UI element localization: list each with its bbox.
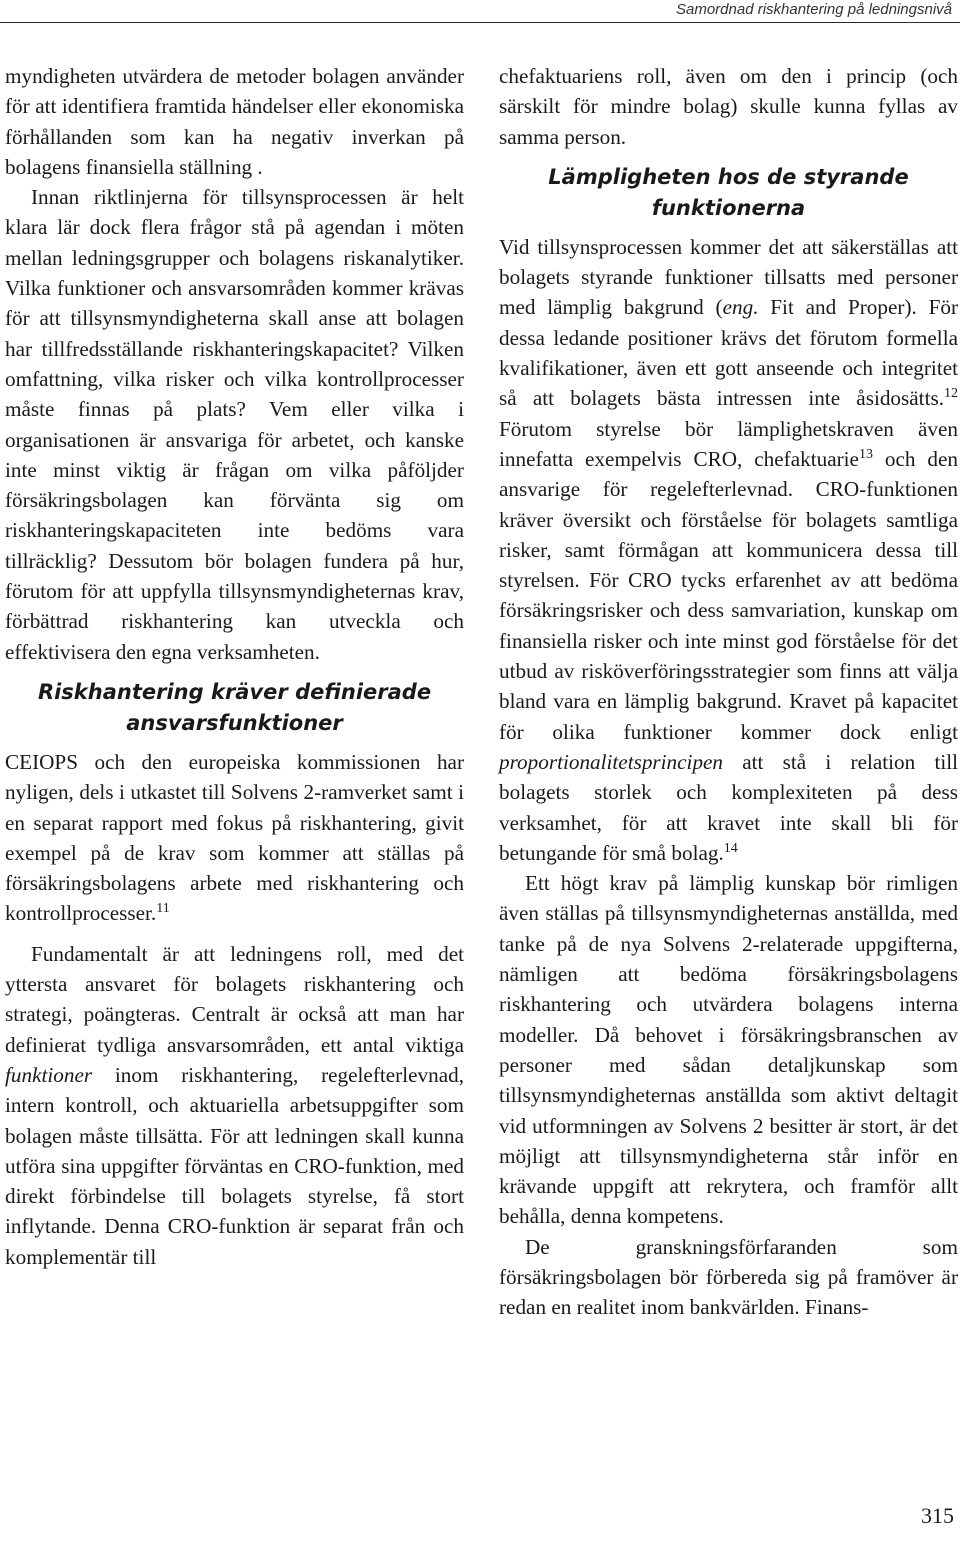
page-number: 315 <box>921 1503 954 1528</box>
footnote-ref-14: 14 <box>723 840 738 856</box>
footnote-ref-13: 13 <box>858 446 873 462</box>
running-header <box>0 0 960 23</box>
paragraph-continuation: myndigheten utvärdera de metoder bolagen använder för att identifiera framtida händelser eller ekonomiska förhållanden som kan ha negativ inverkan på bolagens finansiella ställning . <box>5 64 464 179</box>
emphasis-eng: eng. <box>722 295 759 320</box>
text-segment: Vid tillsynsprocessen kommer det att säkerställas att bolagets styrande funktioner tillsatts med personer med lämplig bakgrund ( <box>499 234 958 320</box>
paragraph-fundamentals-text-b: inom riskhantering, regelefterlevnad, intern kontroll, och aktuariella arbetsuppgifter som bolagen måste tillsätta. För att ledningen skall kunna utföra sina uppgifter förväntas en CRO-funktion, med direkt förbindelse till bolagets styrelse, få stort inflytande. Denna CRO-funktion är separat från och komplementär till <box>5 1062 464 1269</box>
right-column <box>499 61 958 1323</box>
paragraph-supervisory-staff: Ett högt krav på lämplig kunskap bör rimligen även ställas på tillsynsmyndigheternas anställda, med tanke på de nya Solvens 2-relaterade uppgifterna, nämligen att bedöma försäkringsbolagens riskhantering och utvärdera bolagens interna modeller. Då behovet i försäkringsbranschen av personer med sådan detaljkunskap som tillsynsmyndigheternas anställda som aktivt deltagit vid utformningen av Solvens 2 besitter är stort, är det möjligt att tillsynsmyndigheterna står inför en krävande uppgift att rekrytera, och framför allt behålla, denna kompetens. <box>499 871 958 1229</box>
heading-line-2: ansvarsfunktioner <box>126 710 343 735</box>
text-segment: och den ansvarige för regelefterlevnad. CRO-funktionen kräver översikt och förståelse för bolagets samtliga risker, samt förmågan att kommunicera dessa till styrelsen. För CRO tycks erfarenhet av att bedöma försäkringsrisker och dess samvariation, kunskap om finansiella risker och inte minst god förståelse för det utbud av risköverföringsstrategier som finns att välja bland vara en lämplig bakgrund. Kravet på kapacitet för olika funktioner kommer dock enligt <box>499 446 958 744</box>
emphasis-proportionality: proportionalitetsprincipen <box>499 749 724 774</box>
footnote-ref-11: 11 <box>156 901 170 917</box>
heading-line-1: Riskhantering kräver definierade <box>37 679 432 704</box>
emphasis-funktioner: funktioner <box>5 1062 93 1087</box>
left-column <box>5 61 464 1272</box>
heading-line-1: Lämpligheten hos de styrande <box>548 164 909 189</box>
paragraph-fit-proper <box>499 232 958 868</box>
text-segment: Fit and Proper). För dessa ledande positioner krävs det förutom formella kvalifikationer, även ett gott anseende och integritet så att bolagets bästa intressen inte åsidosätts. <box>499 295 959 411</box>
section-heading-fit-proper <box>499 162 958 224</box>
section-heading-responsibilities <box>5 677 464 739</box>
paragraph-review-procedures: De granskningsförfaranden som försäkringsbolagen bör förbereda sig på framöver är redan en realitet inom bankvärlden. Finans- <box>499 1234 958 1320</box>
running-title: Samordnad riskhantering på ledningsnivå <box>675 1 952 18</box>
paragraph-ceiops-text: CEIOPS och den europeiska kommissionen har nyligen, dels i utkastet till Solvens 2-ramverket samt i en separat rapport med fokus på riskhantering, givit exempel på de krav som kommer att ställas på försäkringsbolagens arbete med riskhantering och kontrollprocesser. <box>5 749 464 926</box>
paragraph-fundamentals-text-a: Fundamentalt är att ledningens roll, med det yttersta ansvaret för bolagets riskhantering och strategi, poängteras. Centralt är också att man har definierat tydliga ansvarsområden, ett antal viktiga <box>5 941 464 1057</box>
paragraph-fundamentals <box>5 939 464 1272</box>
paragraph-chief-actuary: chefaktuariens roll, även om den i princip (och särskilt för mindre bolag) skulle kunna fyllas av samma person. <box>499 64 958 149</box>
text-segment: att stå i relation till bolagets storlek och komplexiteten på dess verksamhet, för att kravet inte skall bli för betungande för små bolag. <box>499 749 958 865</box>
paragraph-ceiops <box>5 747 464 929</box>
text-segment: Förutom styrelse bör lämplighetskraven även innefatta exempelvis CRO, chefaktuarie <box>499 416 958 471</box>
footnote-ref-12: 12 <box>944 386 958 402</box>
paragraph-questions: Innan riktlinjerna för tillsynsprocessen är helt klara lär dock flera frågor stå på agendan i möten mellan ledningsgrupper och bolagens riskanalytiker. Vilka funktioner och ansvarsområden kommer krävas för att tillsynsmyndigheterna skall anse att bolagen har tillfredsställande riskhanteringskapacitet? Vilken omfattning, vilka risker och vilka kontrollprocesser måste finnas på plats? Vem eller vilka i organisationen är ansvariga för arbetet, och kanske inte minst viktig är frågan om vilka påföljder försäkringsbolagen kan förvänta sig om riskhanteringskapaciteten inte bedöms vara tillräcklig? Dessutom bör bolagen fundera på hur, förutom för att uppfylla tillsynsmyndigheternas krav, förbättrad riskhantering kan utveckla och effektivisera den egna verksamheten. <box>5 185 464 664</box>
heading-line-2: funktionerna <box>651 195 806 220</box>
